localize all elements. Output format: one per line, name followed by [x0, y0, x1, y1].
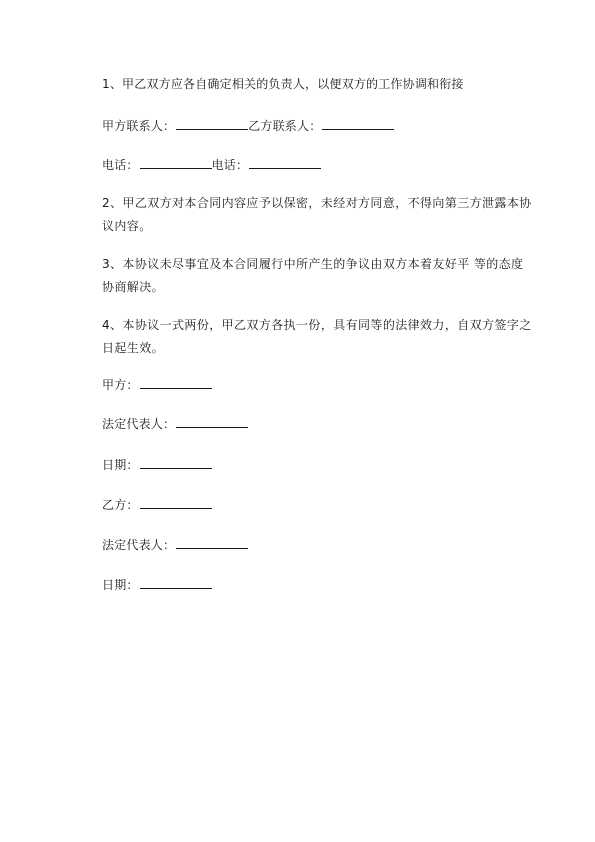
contact-person-row [102, 117, 394, 134]
clause-2 [102, 192, 532, 238]
clause-3-text: 3、本协议未尽事宜及本合同履行中所产生的争议由双方本着友好平 等的态度协商解决。 [102, 257, 524, 294]
legal-rep-b-label: 法定代表人： [102, 538, 176, 552]
party-a-blank [140, 376, 212, 389]
clause-1 [102, 76, 464, 92]
legal-rep-a-blank [176, 415, 248, 428]
date-b-label: 日期： [102, 578, 139, 592]
party-b-blank [140, 496, 212, 509]
party-a-label: 甲方： [102, 378, 139, 392]
date-a-label: 日期： [102, 458, 139, 472]
party-b-signature-row [102, 496, 212, 513]
date-b-blank [140, 576, 212, 589]
clause-4 [102, 314, 532, 360]
clause-3 [102, 253, 532, 299]
date-b-row [102, 576, 212, 593]
clause-2-text: 2、甲乙双方对本合同内容应予以保密，未经对方同意，不得向第三方泄露本协议内容。 [102, 196, 532, 233]
party-a-signature-row [102, 376, 212, 393]
party-a-contact-label: 甲方联系人： [102, 119, 176, 133]
date-a-blank [140, 456, 212, 469]
clause-4-text: 4、本协议一式两份，甲乙双方各执一份，具有同等的法律效力，自双方签字之日起生效。 [102, 318, 532, 355]
clause-1-text: 1、甲乙双方应各自确定相关的负责人，以便双方的工作协调和衔接 [102, 77, 464, 91]
phone-b-blank [249, 156, 321, 169]
legal-rep-a-row [102, 415, 248, 432]
legal-rep-b-blank [176, 536, 248, 549]
party-b-contact-label: 乙方联系人： [248, 119, 322, 133]
phone-a-blank [140, 156, 212, 169]
legal-rep-b-row [102, 536, 248, 553]
party-b-label: 乙方： [102, 498, 139, 512]
phone-label-b: 电话： [211, 158, 249, 172]
party-b-contact-blank [322, 117, 394, 130]
phone-label-a: 电话： [102, 158, 139, 172]
party-a-contact-blank [176, 117, 248, 130]
date-a-row [102, 456, 212, 473]
legal-rep-a-label: 法定代表人： [102, 417, 176, 431]
phone-row [102, 156, 321, 173]
